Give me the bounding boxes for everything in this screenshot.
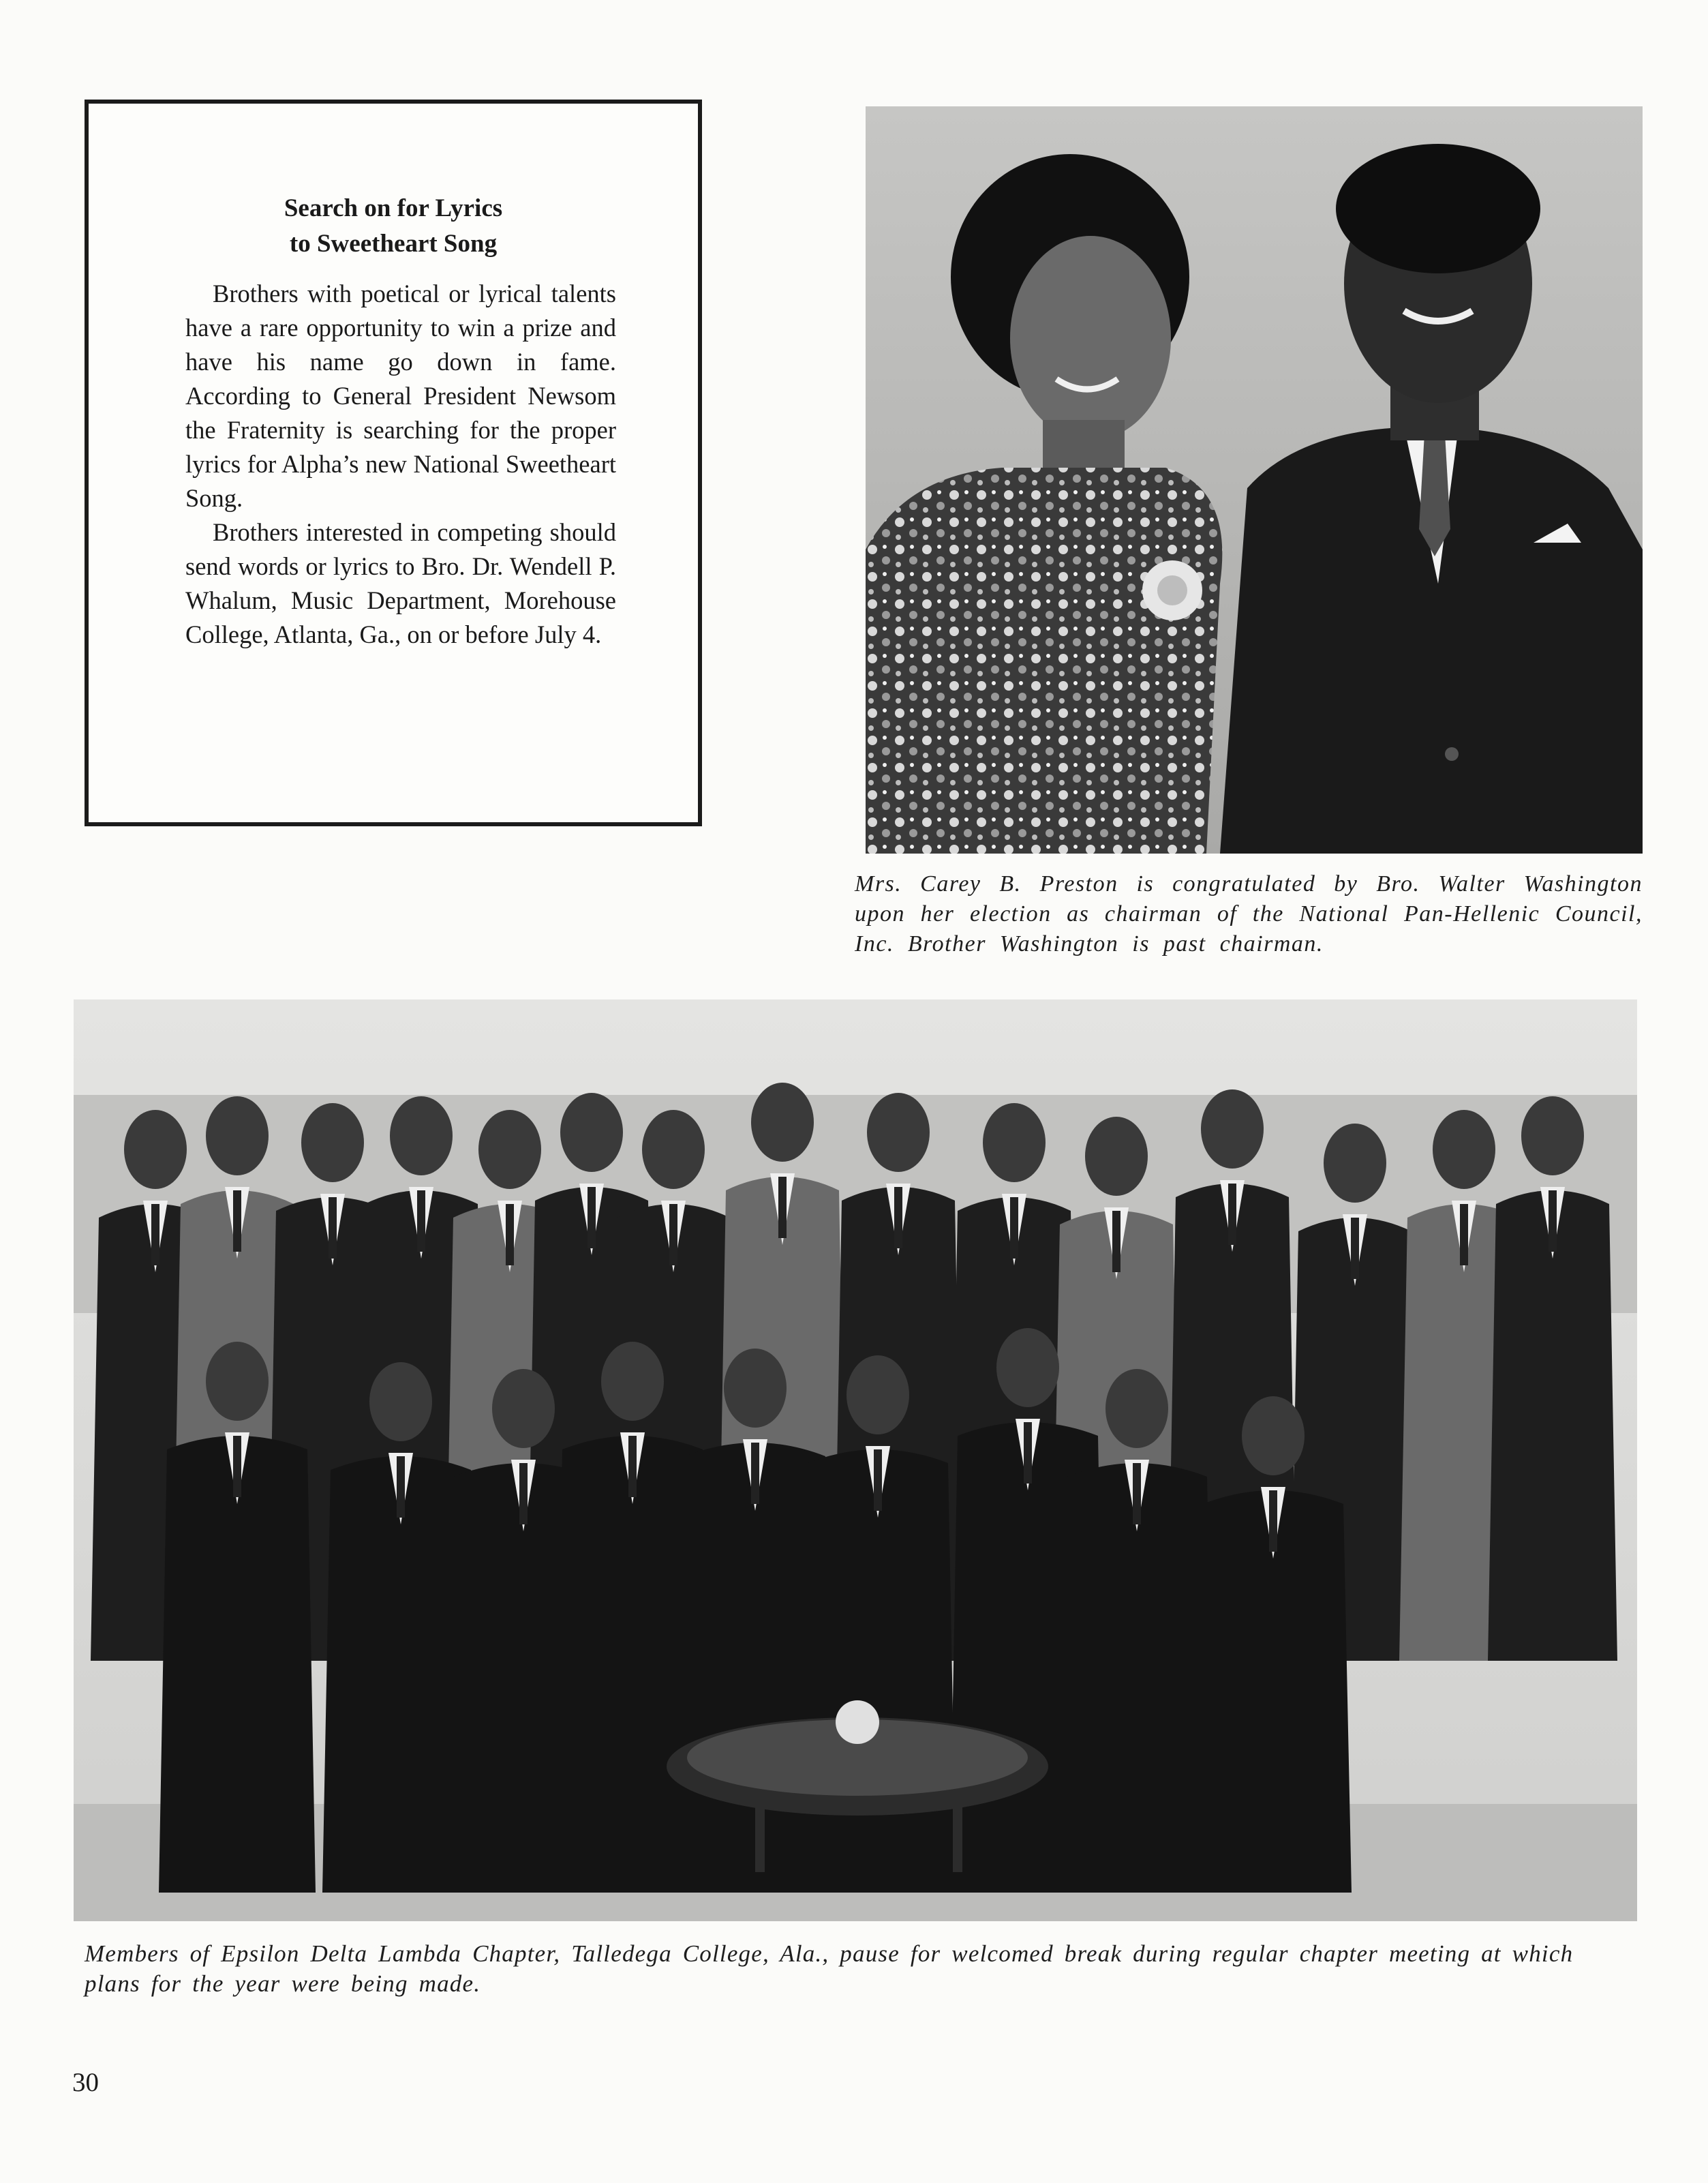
notice-title [89, 191, 698, 262]
group-photo-caption: Members of Epsilon Delta Lambda Chapter, Talledega College, Ala., pause for welcomed break during regular chapter meeting at which plans for the year were being made. [85, 1940, 1574, 1997]
notice-paragraph-2: Brothers interested in competing should send words or lyrics to Bro. Dr. Wendell P. Whalum, Music Department, Morehouse College, Atlanta, Ga., on or before July 4. [185, 518, 616, 648]
lyrics-notice-box [85, 100, 702, 826]
page-number: 30 [72, 2068, 99, 2097]
preston-washington-photo [866, 106, 1643, 854]
notice-body [185, 277, 616, 652]
group-photo-illustration [74, 999, 1637, 1921]
notice-title-line-2: to Sweetheart Song [289, 230, 498, 258]
group-photo [74, 999, 1637, 1921]
notice-title-line-1: Search on for Lyrics [284, 194, 503, 222]
photo-illustration [866, 106, 1643, 854]
notice-paragraph-1: Brothers with poetical or lyrical talents have a rare opportunity to win a prize and have his name go down in fame. According to General President Newsom the Fraternity is searching for the proper lyrics for Alpha’s new National Sweetheart Song. [185, 280, 616, 512]
top-photo-caption: Mrs. Carey B. Preston is congratulated by Bro. Walter Washington upon her election as chairman of the National Pan-Hellenic Council, Inc. Brother Washington is past chairman. [855, 871, 1643, 957]
